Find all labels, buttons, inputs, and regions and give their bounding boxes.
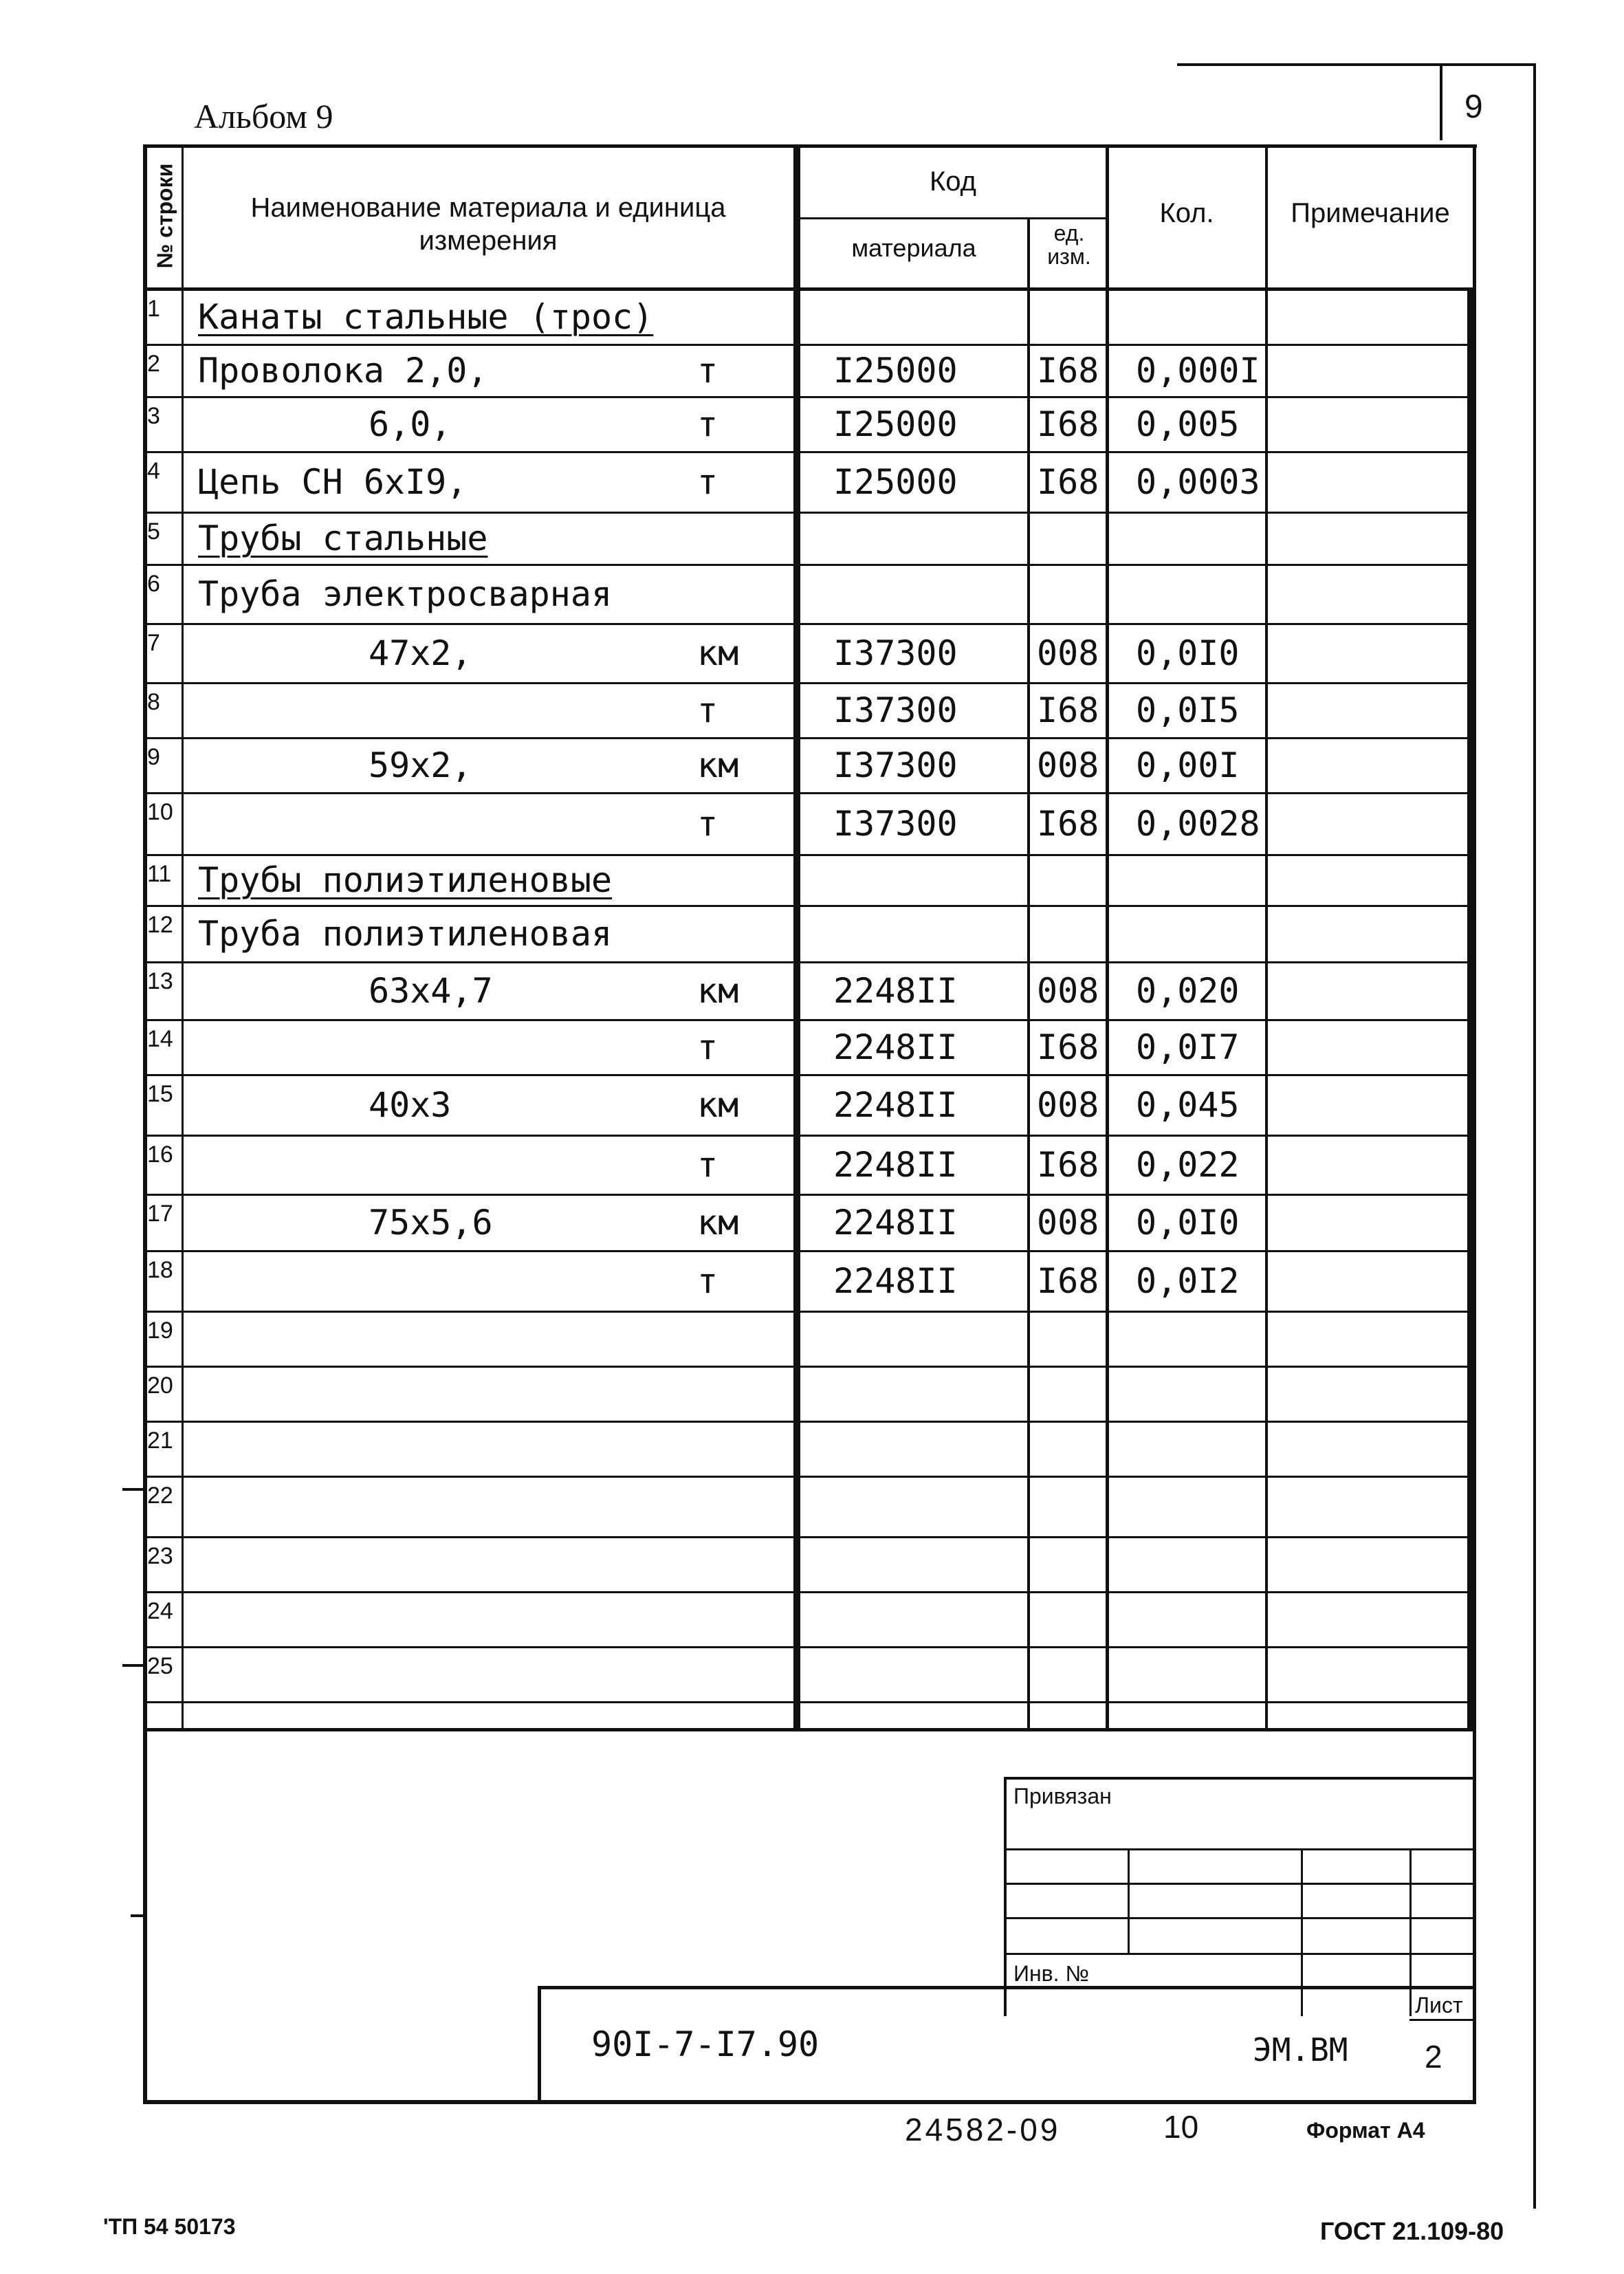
material-name: Цепь СН 6хI9, [198, 462, 468, 502]
unit-code: 008 [1037, 633, 1099, 673]
unit-of-measure: км [697, 971, 739, 1011]
section-title: Канаты стальные (трос) [198, 297, 654, 337]
row-number: 16 [147, 1141, 173, 1168]
inventory-number-label: Инв. № [1013, 1961, 1089, 1986]
row-number: 13 [147, 968, 173, 994]
quantity: 0,0I0 [1136, 633, 1240, 673]
material-name: Труба полиэтиленовая [198, 914, 613, 954]
quantity: 0,000I [1136, 351, 1260, 391]
quantity: 0,0I0 [1136, 1203, 1240, 1243]
unit-code: I68 [1037, 462, 1099, 502]
unit-of-measure: т [697, 690, 718, 730]
row-number: 18 [147, 1257, 173, 1283]
quantity: 0,0I5 [1136, 690, 1240, 730]
row-number: 12 [147, 912, 173, 938]
row-number: 24 [147, 1598, 173, 1624]
album-label: Альбом 9 [194, 97, 333, 135]
material-code: I25000 [833, 351, 958, 391]
unit-of-measure: т [697, 1145, 718, 1185]
archive-number: 24582-09 [905, 2112, 1061, 2147]
unit-of-measure: км [697, 745, 739, 785]
row-number: 19 [147, 1318, 173, 1344]
unit-of-measure: т [697, 462, 718, 502]
material-name: Труба электросварная [198, 574, 613, 614]
quantity: 0,0028 [1136, 804, 1260, 844]
row-number: 9 [147, 744, 160, 770]
unit-of-measure: км [697, 633, 739, 673]
material-name: 6,0, [369, 404, 452, 444]
material-code: 2248II [833, 1085, 958, 1125]
note-header: Примечание [1291, 198, 1450, 228]
row-number-header: № строки [152, 163, 177, 269]
row-number: 1 [147, 296, 160, 322]
row-number: 17 [147, 1201, 173, 1227]
unit-of-measure: км [697, 1203, 739, 1243]
gost-label: ГОСТ 21.109-80 [1320, 2217, 1504, 2245]
material-name: Проволока 2,0, [198, 351, 488, 391]
material-code: 2248II [833, 1261, 958, 1301]
material-code: I37300 [833, 745, 958, 785]
material-code: I37300 [833, 804, 958, 844]
quantity: 0,00I [1136, 745, 1240, 785]
material-code: 2248II [833, 1203, 958, 1243]
unit-of-measure: т [697, 1027, 718, 1067]
row-number: 2 [147, 351, 160, 377]
sheet-label: Лист [1415, 1993, 1463, 2018]
quantity-header: Кол. [1159, 198, 1214, 228]
row-number: 4 [147, 458, 160, 484]
material-code: I37300 [833, 633, 958, 673]
material-code-header: материала [851, 234, 976, 262]
unit-code: 008 [1037, 971, 1099, 1011]
row-number: 5 [147, 518, 160, 545]
unit-code: I68 [1037, 351, 1099, 391]
material-code: I25000 [833, 404, 958, 444]
unit-code: 008 [1037, 1085, 1099, 1125]
unit-code: I68 [1037, 404, 1099, 444]
document-code: 90I-7-I7.90 [591, 2024, 820, 2064]
row-number: 6 [147, 571, 160, 597]
unit-of-measure: т [697, 804, 718, 844]
row-number: 7 [147, 630, 160, 656]
quantity: 0,020 [1136, 971, 1240, 1011]
row-number: 14 [147, 1026, 173, 1052]
document-mark: ЭМ.ВМ [1253, 2031, 1348, 2068]
material-name: 40х3 [369, 1085, 452, 1125]
row-number: 21 [147, 1428, 173, 1454]
material-code: I37300 [833, 690, 958, 730]
material-code: 2248II [833, 971, 958, 1011]
format-label: Формат А4 [1306, 2118, 1425, 2143]
quantity: 0,0I7 [1136, 1027, 1240, 1067]
quantity: 0,0003 [1136, 462, 1260, 502]
unit-code: I68 [1037, 1027, 1099, 1067]
unit-code: 008 [1037, 1203, 1099, 1243]
material-code: I25000 [833, 462, 958, 502]
row-number: 25 [147, 1653, 173, 1679]
row-number: 20 [147, 1373, 173, 1399]
material-name-header: Наименование материала и единица измерения [250, 193, 726, 256]
row-number: 15 [147, 1081, 173, 1107]
row-number: 8 [147, 689, 160, 715]
row-number: 3 [147, 403, 160, 429]
bound-label: Привязан [1013, 1784, 1112, 1808]
page-number: 10 [1163, 2109, 1199, 2145]
unit-code: I68 [1037, 1145, 1099, 1185]
unit-of-measure: т [697, 1261, 718, 1301]
left-footer-code: 'ТП 54 50173 [103, 2214, 236, 2239]
quantity: 0,022 [1136, 1145, 1240, 1185]
row-number: 22 [147, 1483, 173, 1509]
unit-code: 008 [1037, 745, 1099, 785]
material-name: 47х2, [369, 633, 472, 673]
material-code: 2248II [833, 1145, 958, 1185]
material-name: 59х2, [369, 745, 472, 785]
quantity: 0,0I2 [1136, 1261, 1240, 1301]
unit-code: I68 [1037, 1261, 1099, 1301]
unit-of-measure: км [697, 1085, 739, 1125]
unit-code: I68 [1037, 690, 1099, 730]
sheet-number: 2 [1425, 2039, 1442, 2075]
unit-of-measure: т [697, 404, 718, 444]
unit-code: I68 [1037, 804, 1099, 844]
sheet-corner-number: 9 [1464, 89, 1483, 125]
row-number: 11 [147, 861, 172, 887]
material-name: 75х5,6 [369, 1203, 493, 1243]
section-title: Трубы полиэтиленовые [198, 860, 613, 900]
row-number: 23 [147, 1543, 173, 1569]
quantity: 0,045 [1136, 1085, 1240, 1125]
material-name: 63х4,7 [369, 971, 493, 1011]
code-header: Код [929, 166, 976, 197]
section-title: Трубы стальные [198, 518, 488, 558]
unit-of-measure: т [697, 351, 718, 391]
row-number: 10 [147, 799, 173, 825]
unit-code-header: ед. изм. [1047, 221, 1091, 269]
quantity: 0,005 [1136, 404, 1240, 444]
material-code: 2248II [833, 1027, 958, 1067]
